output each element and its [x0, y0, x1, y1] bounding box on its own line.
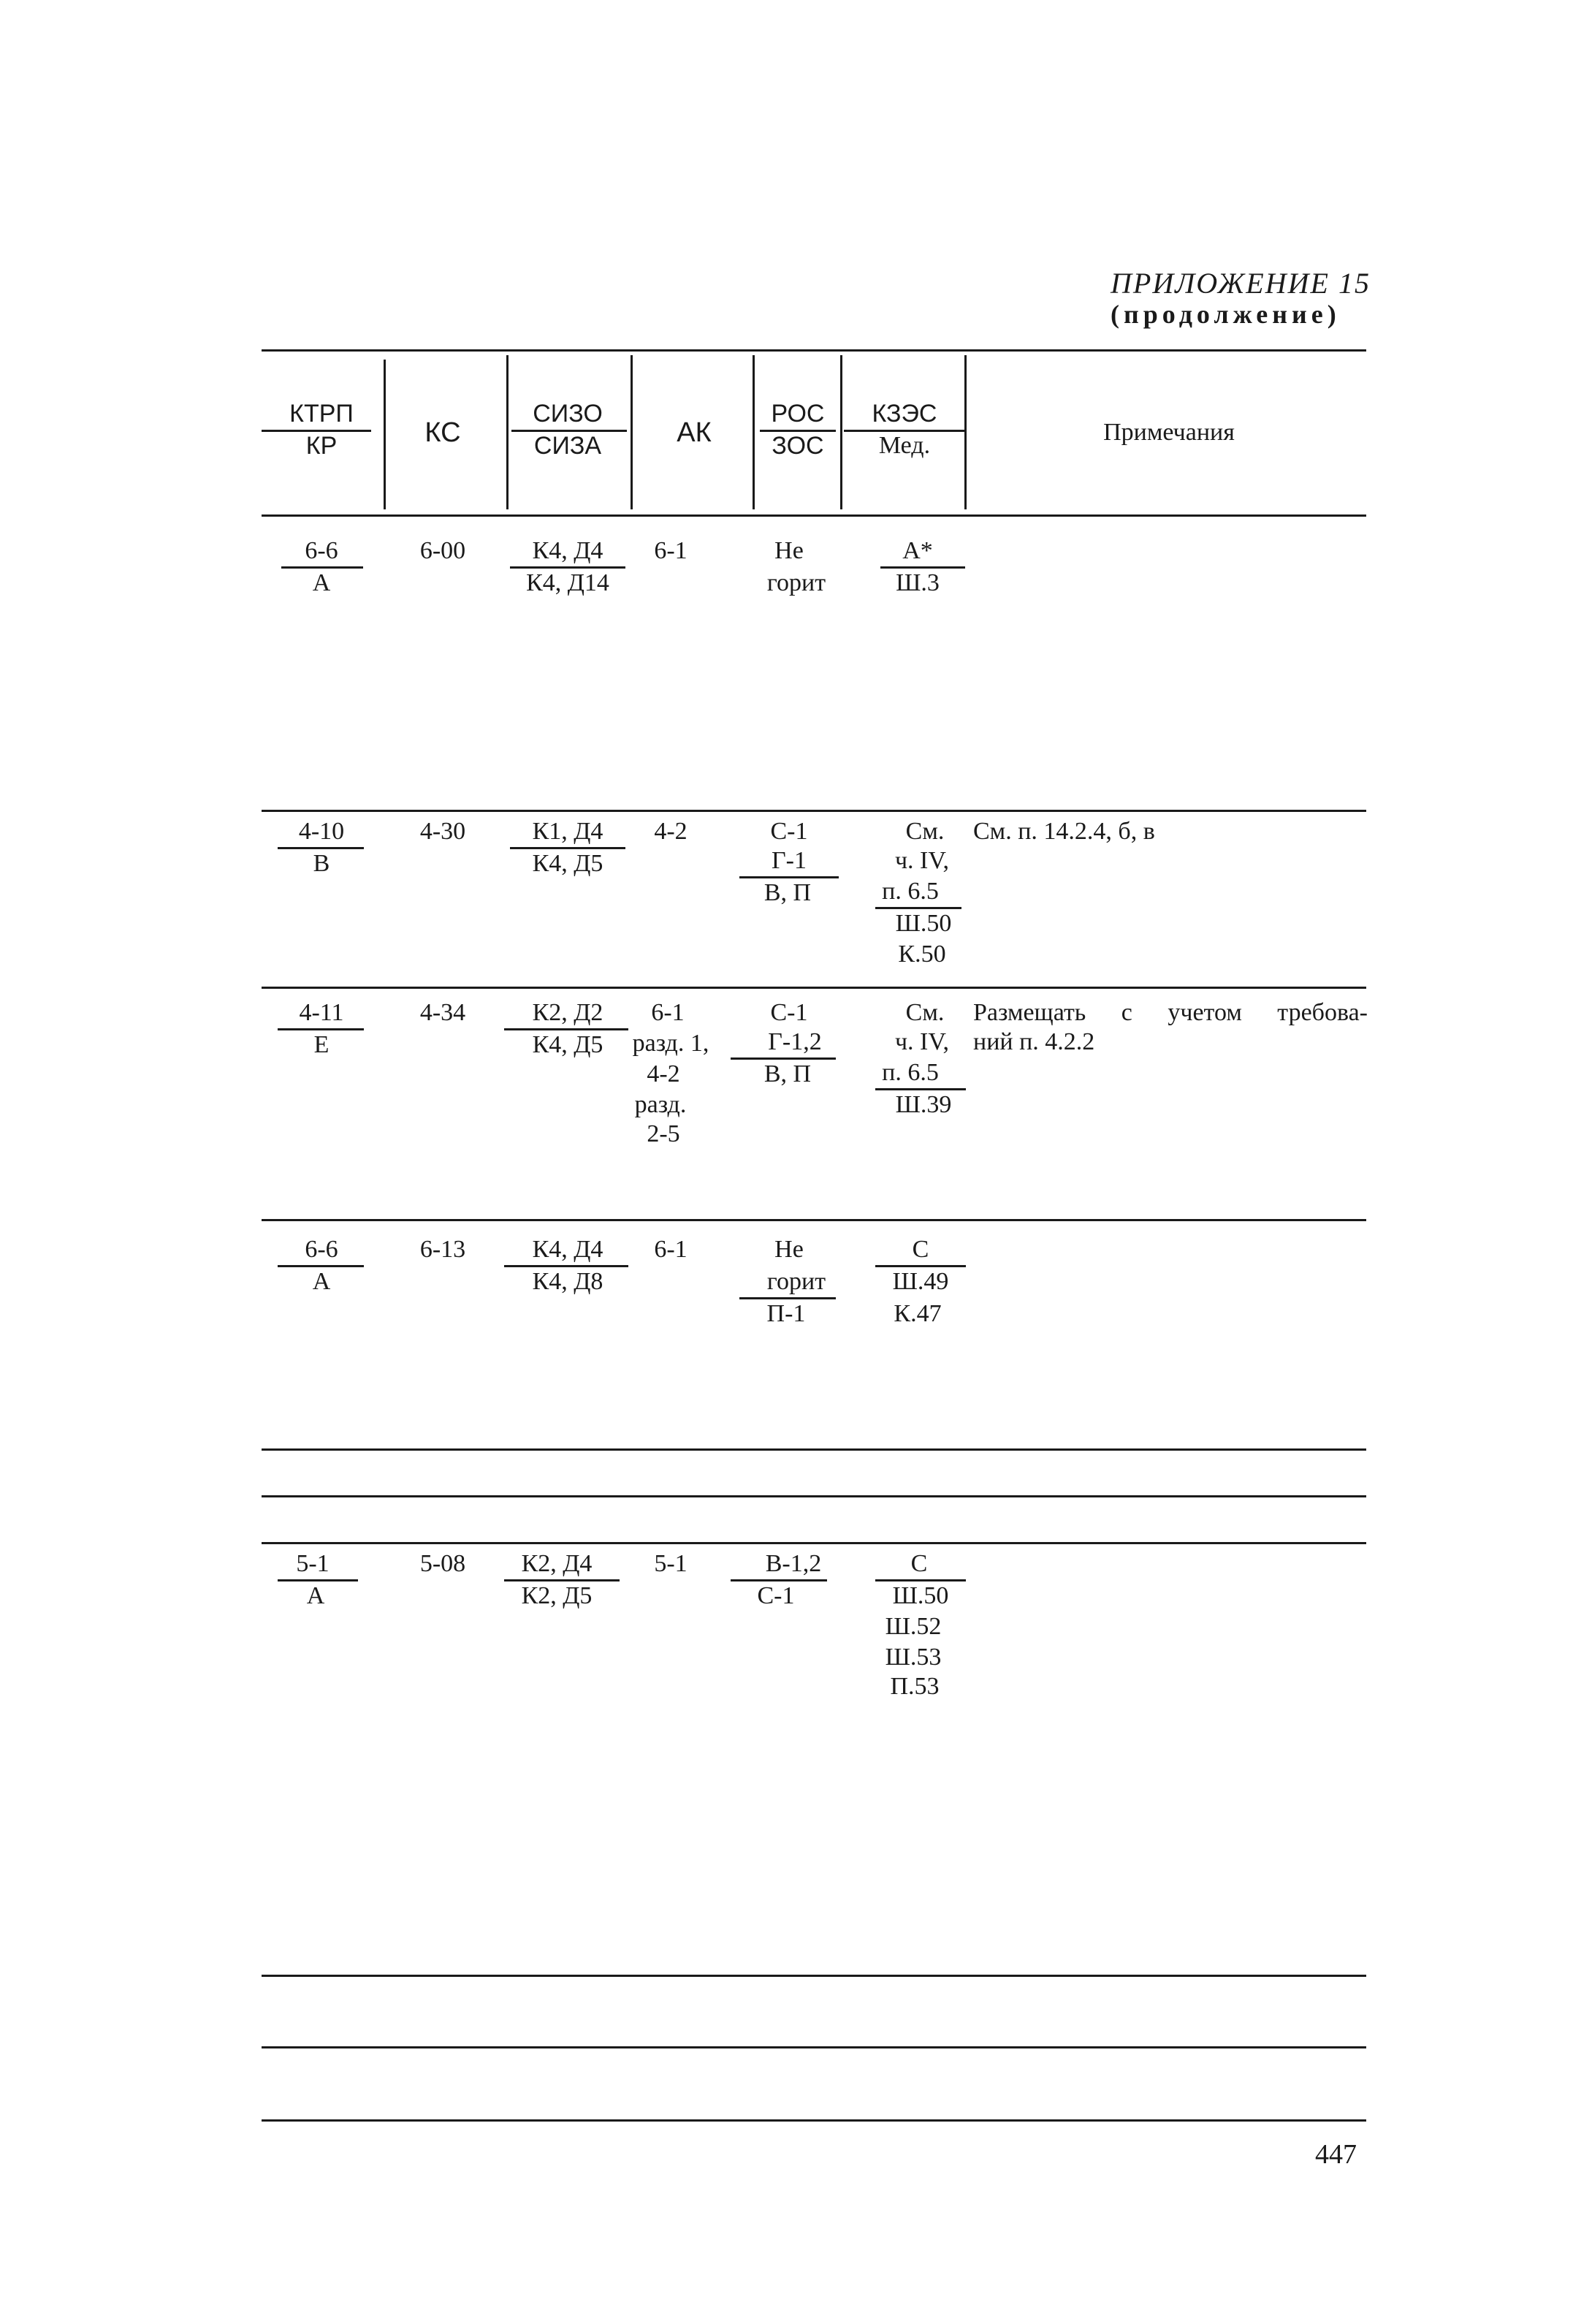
cell-ak: разд. [634, 1091, 687, 1118]
appendix-subtitle: (продолжение) [1111, 300, 1341, 329]
cell-sizo: К4, Д4 [532, 537, 603, 564]
cell-ros: С-1 [770, 999, 808, 1026]
cell-ktrp: 6-6 [305, 537, 338, 564]
cell-ak: 2-5 [647, 1120, 680, 1147]
cell-kzes: п. 6.5 [882, 1059, 939, 1086]
cell-ros: горит [766, 569, 826, 596]
column-divider [631, 355, 633, 509]
cell-ktrp: 4-10 [298, 818, 345, 845]
cell-ros: Г-1 [772, 847, 807, 874]
row-separator [262, 987, 1366, 989]
column-divider [964, 355, 967, 509]
cell-siza: К4, Д5 [532, 850, 603, 877]
column-header-kzes: КЗЭС [872, 400, 937, 428]
cell-siza: К4, Д14 [526, 569, 609, 596]
column-header-kr: КР [305, 432, 338, 460]
cell-sizo: К2, Д4 [521, 1550, 593, 1577]
cell-kzes: С [912, 1236, 929, 1263]
cell-sizo: К2, Д2 [532, 999, 603, 1026]
cell-kr: Е [313, 1031, 330, 1058]
cell-ktrp: 4-11 [299, 999, 344, 1026]
cell-sizo: К4, Д4 [532, 1236, 603, 1263]
cell-zos: П-1 [766, 1300, 806, 1327]
cell-ks: 4-30 [419, 818, 466, 845]
cell-kzes: С [910, 1550, 928, 1577]
row-separator [262, 1219, 1366, 1221]
cell-med: П.53 [890, 1673, 940, 1700]
cell-med: Ш.3 [896, 569, 940, 596]
cell-ks: 6-00 [419, 537, 466, 564]
cell-ak: 6-1 [651, 999, 685, 1026]
cell-ak: разд. 1, [632, 1030, 709, 1057]
cell-ktrp: 6-6 [305, 1236, 338, 1263]
column-divider [384, 360, 386, 509]
cell-siza: К4, Д5 [532, 1031, 603, 1058]
cell-kr: А [312, 1268, 331, 1295]
cell-med: Ш.39 [895, 1091, 952, 1118]
row-separator [262, 1448, 1366, 1451]
table-bottom-rule [262, 2119, 1366, 2122]
cell-kzes: См. [905, 999, 945, 1026]
cell-kzes: А* [902, 537, 933, 564]
cell-ak: 4-2 [647, 1060, 680, 1087]
cell-ros: С-1 [770, 818, 808, 845]
cell-ks: 5-08 [419, 1550, 466, 1577]
column-header-med: Мед. [878, 432, 931, 459]
cell-zos: С-1 [757, 1582, 795, 1609]
row-separator [262, 2046, 1366, 2048]
cell-ros: Не [774, 537, 804, 564]
column-header-sizo: СИЗО [533, 400, 603, 428]
cell-ros: горит [766, 1268, 826, 1295]
row-separator [262, 1975, 1366, 1977]
cell-ktrp: 5-1 [296, 1550, 330, 1577]
row-separator [262, 1542, 1366, 1544]
cell-med: Ш.52 [885, 1613, 942, 1640]
cell-kzes: п. 6.5 [882, 878, 939, 905]
cell-sizo: К1, Д4 [532, 818, 603, 845]
column-header-ak: АК [677, 417, 712, 448]
cell-ros: В-1,2 [765, 1550, 822, 1577]
cell-med: Ш.50 [895, 910, 952, 937]
column-header-zos: ЗОС [772, 432, 824, 460]
column-header-siza: СИЗА [533, 432, 602, 460]
column-header-ks: КС [424, 417, 461, 448]
cell-kzes: ч. IV, [894, 847, 950, 874]
cell-note: Размещать с учетом требова- [973, 999, 1368, 1026]
cell-ks: 6-13 [419, 1236, 466, 1263]
cell-siza: К4, Д8 [532, 1268, 603, 1295]
table-top-rule [262, 349, 1366, 352]
cell-med: Ш.49 [892, 1268, 949, 1295]
row-separator [262, 810, 1366, 812]
cell-med: Ш.53 [885, 1644, 942, 1671]
cell-zos: В, П [763, 879, 812, 906]
column-divider [753, 355, 755, 509]
row-separator [262, 1495, 1366, 1497]
cell-ak: 6-1 [654, 1236, 688, 1263]
cell-kzes: ч. IV, [894, 1028, 950, 1055]
column-divider [506, 355, 509, 509]
column-header-notes: Примечания [1103, 419, 1235, 446]
cell-ak: 4-2 [654, 818, 688, 845]
page-number: 447 [1315, 2139, 1357, 2170]
cell-kr: В [313, 850, 330, 877]
cell-med: К.47 [894, 1300, 942, 1327]
column-header-ktrp: КТРП [289, 400, 354, 428]
cell-siza: К2, Д5 [521, 1582, 593, 1609]
cell-ros: Не [774, 1236, 804, 1263]
cell-ak: 5-1 [654, 1550, 688, 1577]
appendix-title: ПРИЛОЖЕНИЕ 15 [1111, 267, 1371, 300]
cell-note: См. п. 14.2.4, б, в [973, 818, 1155, 845]
column-header-ros: РОС [771, 400, 825, 428]
cell-kr: А [312, 569, 331, 596]
cell-med: К.50 [898, 941, 946, 968]
cell-kzes: См. [905, 818, 945, 845]
cell-ak: 6-1 [654, 537, 688, 564]
table-header-rule [262, 514, 1366, 517]
cell-kr: А [306, 1582, 325, 1609]
cell-zos: В, П [763, 1060, 812, 1087]
cell-ros: Г-1,2 [768, 1028, 822, 1055]
cell-note: ний п. 4.2.2 [973, 1028, 1095, 1055]
cell-ks: 4-34 [419, 999, 466, 1026]
column-divider [840, 355, 842, 509]
cell-med: Ш.50 [892, 1582, 949, 1609]
